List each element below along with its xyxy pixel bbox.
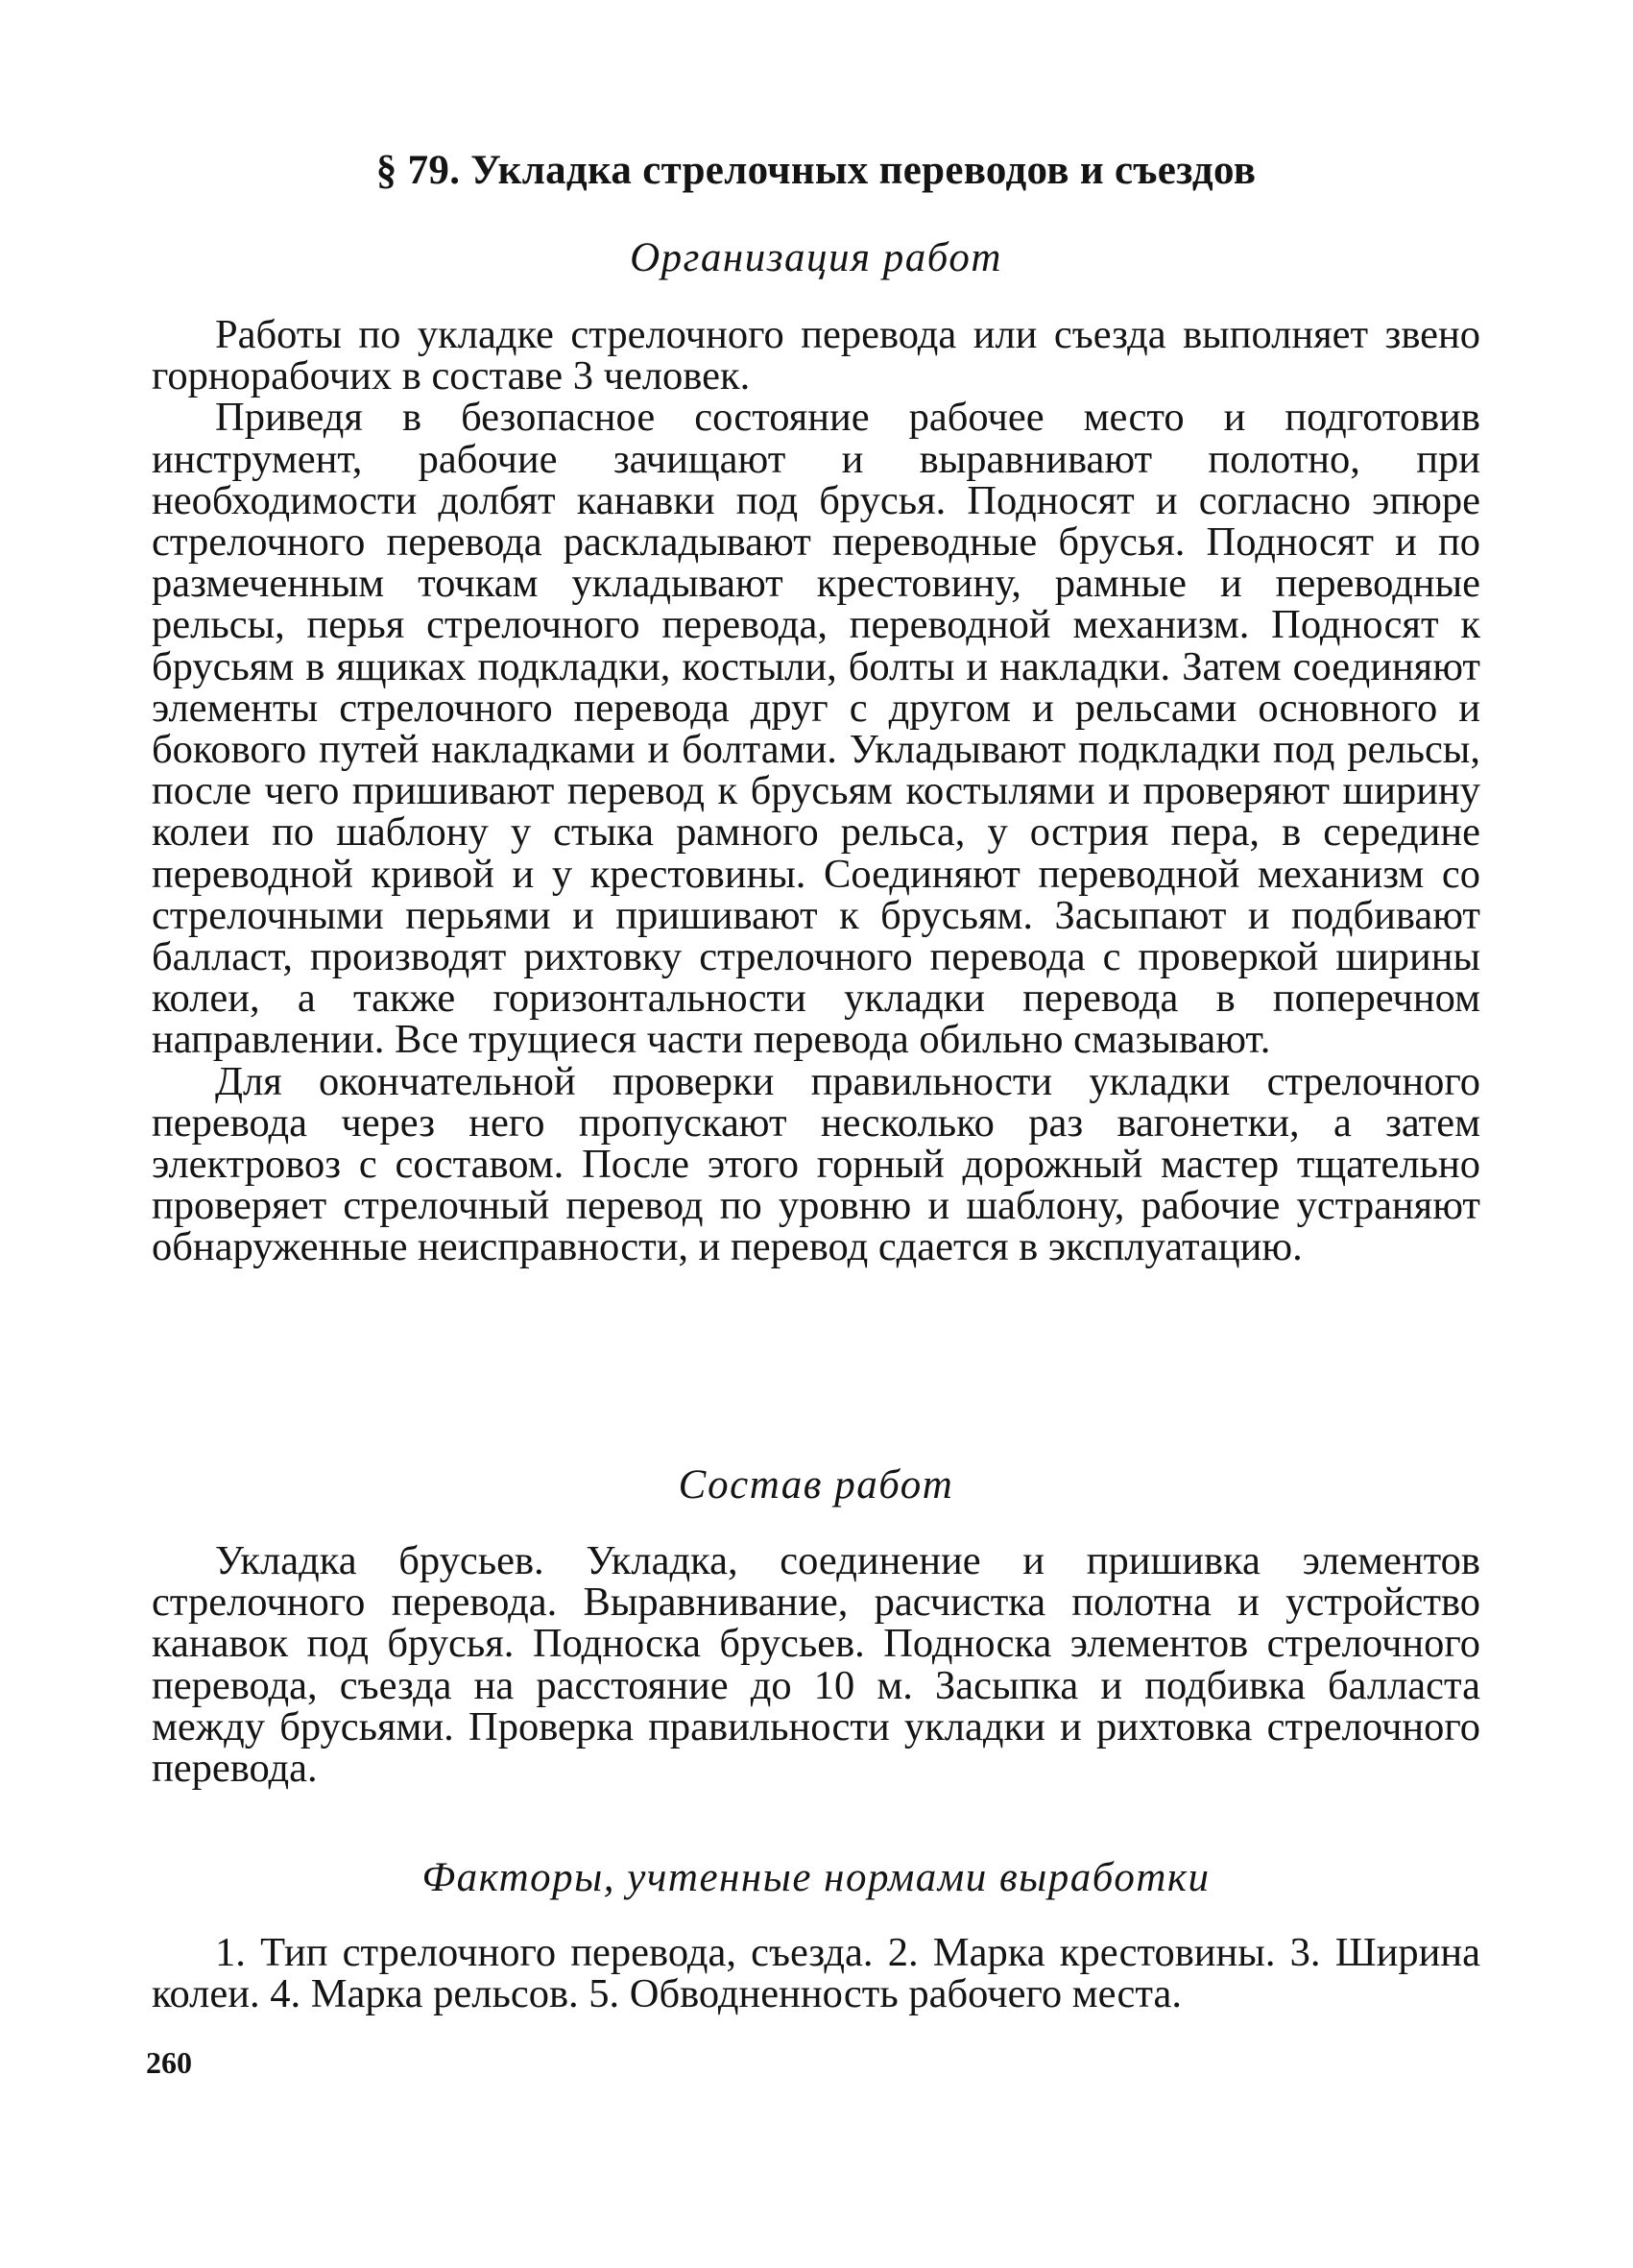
heading-organization: Организация работ bbox=[630, 235, 1002, 280]
heading-factors: Факторы, учтенные нормами выработки bbox=[421, 1855, 1211, 1900]
section-title: § 79. Укладка стрелочных переводов и съездов bbox=[375, 148, 1257, 193]
organization-text bbox=[152, 314, 1480, 1268]
factors-text bbox=[152, 1932, 1480, 2015]
composition-text bbox=[152, 1538, 1480, 1792]
paragraph: Укладка брусьев. Укладка, соединение и пришивка элементов стрелочного перевода. Выравнивание, расчистка полотна и устройство канавок под брусья. Подноска брусьев. Подноска элементов стрелочного перевода, съезда на расстояние до 10 м. Засыпка и подбивка балласта между брусьями. Проверка правильности укладки и рихтовка стрелочного перевода. bbox=[152, 1538, 1480, 1792]
paragraph: Приведя в безопасное состояние рабочее место и подготовив инструмент, рабочие зачищают и выравнивают полотно, при необходимости долбят канавки под брусья. Подносят и согласно эпюре стрелочного перевода раскладывают переводные брусья. Подносят и по размеченным точкам укладывают крестовину, рамные и переводные рельсы, перья стрелочного перевода, переводной механизм. Подносят к брусьям в ящиках подкладки, костыли, болты и накладки. Затем соединяют элементы стрелочного перевода друг с другом и рельсами основного и бокового путей накладками и болтами. Укладывают подкладки под рельсы, после чего пришивают перевод к брусьям костылями и проверяют ширину колеи по шаблону у стыка рамного рельса, у острия пера, в середине переводной кривой и у крестовины. Соединяют переводной механизм со стрелочными перьями и пришивают к брусьям. Засыпают и подбивают балласт, производят рихтовку стрелочного перевода с проверкой ширины колеи, а также горизонтальности укладки перевода в поперечном направлении. Все трущиеся части перевода обильно смазывают. bbox=[152, 395, 1480, 1063]
heading-composition: Состав работ bbox=[678, 1462, 954, 1508]
paragraph: 1. Тип стрелочного перевода, съезда. 2. Марка крестовины. 3. Ширина колеи. 4. Марка рельсов. 5. Обводненность рабочего места. bbox=[152, 1930, 1480, 2017]
paragraph: Работы по укладке стрелочного перевода или съезда выполняет звено горнорабочих в составе 3 человек. bbox=[152, 312, 1480, 399]
page-number: 260 bbox=[146, 2045, 192, 2080]
paragraph: Для окончательной проверки правильности укладки стрелочного перевода через него пропускают несколько раз вагонетки, а затем электровоз с составом. После этого горный дорожный мастер тщательно проверяет стрелочный перевод по уровню и шаблону, рабочие устраняют обнаруженные неисправности, и перевод сдается в эксплуатацию. bbox=[152, 1058, 1480, 1270]
